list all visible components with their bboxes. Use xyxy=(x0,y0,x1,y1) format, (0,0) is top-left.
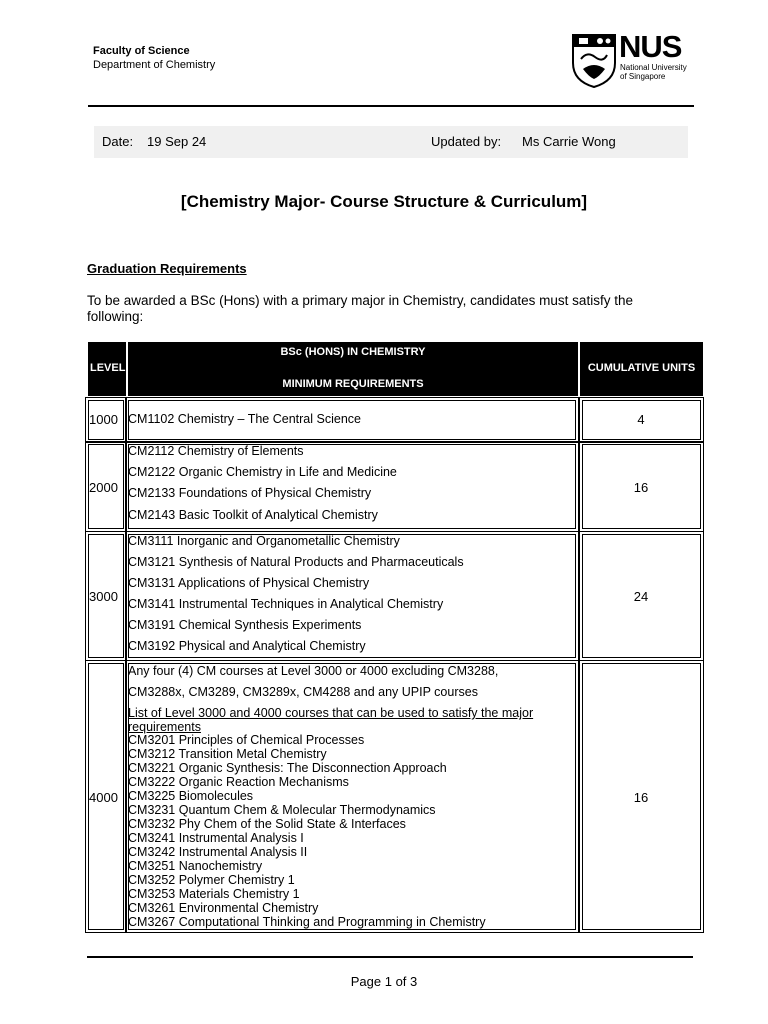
header-level: LEVEL xyxy=(90,362,126,374)
course-item: CM3261 Environmental Chemistry xyxy=(128,901,319,915)
course-item: CM2112 Chemistry of Elements xyxy=(128,444,304,458)
logo-text: NUS xyxy=(619,29,682,64)
date-label: Date: xyxy=(102,134,134,149)
faculty-name: Faculty of Science xyxy=(93,45,190,57)
course-item: CM2143 Basic Toolkit of Analytical Chemistry xyxy=(128,508,378,522)
header-level-cell xyxy=(88,342,126,396)
department-name: Department of Chemistry xyxy=(93,59,216,71)
date-value: 19 Sep 24 xyxy=(147,134,207,149)
level-1000: 1000 xyxy=(89,412,118,427)
course-item: CM3241 Instrumental Analysis I xyxy=(128,831,304,845)
nus-logo xyxy=(571,29,696,88)
course-item: CM3267 Computational Thinking and Programming in Chemistry xyxy=(128,915,486,929)
units-3000: 24 xyxy=(633,589,649,604)
course-item: CM3232 Phy Chem of the Solid State & Interfaces xyxy=(128,817,406,831)
course-item: CM3221 Organic Synthesis: The Disconnection Approach xyxy=(128,761,447,775)
course-item: CM3231 Quantum Chem & Molecular Thermodynamics xyxy=(128,803,436,817)
intro-text: To be awarded a BSc (Hons) with a primary major in Chemistry, candidates must satisfy the following: xyxy=(87,293,633,324)
course-item: CM3141 Instrumental Techniques in Analytical Chemistry xyxy=(128,597,444,611)
page-title: [Chemistry Major- Course Structure & Curriculum] xyxy=(180,192,588,211)
section-heading: Graduation Requirements xyxy=(87,261,247,276)
header-req-line1: BSc (HONS) IN CHEMISTRY xyxy=(280,346,426,358)
header-units-cell xyxy=(580,342,703,396)
course-item: CM3191 Chemical Synthesis Experiments xyxy=(128,618,362,632)
level-4000: 4000 xyxy=(89,790,118,805)
level-4000-intro: CM3288x, CM3289, CM3289x, CM4288 and any UPIP courses xyxy=(128,685,478,699)
course-item: CM3253 Materials Chemistry 1 xyxy=(128,887,300,901)
meta-bar xyxy=(94,126,688,158)
course-item: CM3212 Transition Metal Chemistry xyxy=(128,747,327,761)
course-item: CM3111 Inorganic and Organometallic Chemistry xyxy=(128,534,400,548)
footer-divider xyxy=(87,956,693,958)
units-4000: 16 xyxy=(633,790,649,805)
header-requirements-cell xyxy=(128,342,578,396)
header-units: CUMULATIVE UNITS xyxy=(587,362,696,374)
course-item: CM3252 Polymer Chemistry 1 xyxy=(128,873,295,887)
units-2000: 16 xyxy=(633,480,649,495)
header-divider xyxy=(88,105,694,107)
course-list xyxy=(128,733,486,929)
units-1000: 4 xyxy=(637,412,645,427)
course-item: CM3222 Organic Reaction Mechanisms xyxy=(128,775,349,789)
course-item: CM3251 Nanochemistry xyxy=(128,859,263,873)
course-item: CM3242 Instrumental Analysis II xyxy=(128,845,308,859)
course-item: CM2133 Foundations of Physical Chemistry xyxy=(128,486,372,500)
nus-crest-icon xyxy=(571,33,617,88)
course-item: CM2122 Organic Chemistry in Life and Medicine xyxy=(128,465,397,479)
course-item: CM3131 Applications of Physical Chemistry xyxy=(128,576,370,590)
level-4000-intro: Any four (4) CM courses at Level 3000 or 4000 excluding CM3288, xyxy=(128,664,499,678)
course-item: CM3121 Synthesis of Natural Products and Pharmaceuticals xyxy=(128,555,464,569)
updated-label: Updated by: xyxy=(431,134,502,149)
updated-value: Ms Carrie Wong xyxy=(522,134,616,149)
course-list-heading: List of Level 3000 and 4000 courses that can be used to satisfy the major xyxy=(128,706,534,720)
faculty-header xyxy=(93,44,215,72)
level-3000: 3000 xyxy=(89,589,118,604)
course-item: CM1102 Chemistry – The Central Science xyxy=(128,412,361,426)
course-item: CM3192 Physical and Analytical Chemistry xyxy=(128,639,366,653)
header-req-line2: MINIMUM REQUIREMENTS xyxy=(282,378,424,390)
level-2000: 2000 xyxy=(89,480,118,495)
course-item: CM3225 Biomolecules xyxy=(128,789,254,803)
logo-subtitle: National University of Singapore xyxy=(620,63,687,81)
page-number: Page 1 of 3 xyxy=(350,974,418,989)
course-list-heading: requirements xyxy=(128,720,201,734)
course-item: CM3201 Principles of Chemical Processes xyxy=(128,733,365,747)
